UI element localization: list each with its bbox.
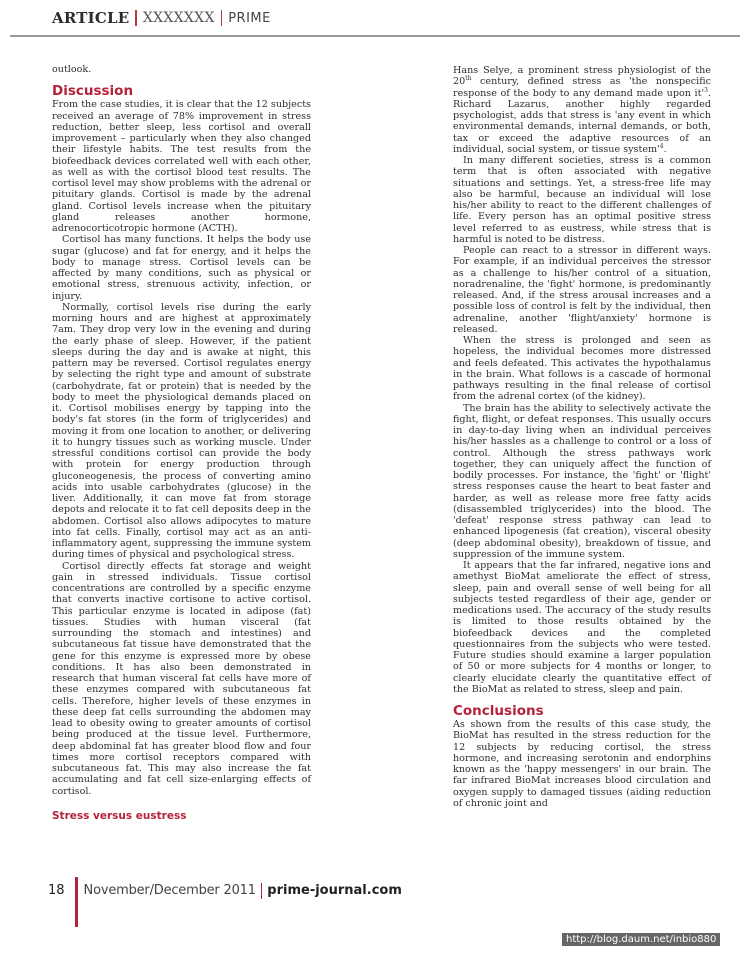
header-divider bbox=[221, 10, 223, 26]
header-rule bbox=[10, 35, 740, 37]
footer-accent-bar bbox=[75, 877, 78, 927]
header-divider bbox=[135, 10, 137, 26]
conclusions-heading: Conclusions bbox=[453, 703, 544, 719]
page-footer bbox=[48, 877, 402, 927]
citation-superscript: 4 bbox=[659, 142, 664, 150]
body-paragraph: It appears that the far infrared, negative ions and amethyst BioMat ameliorate the effect of stress, sleep, pain and overall sense of well being for all subjects tested regardless of their age, gender or medications used. The accuracy of the study results is limited to those results obtained by the biofeedback devices and the completed questionnaires from the subjects who were tested. Future studies should examine a larger population of 50 or more subjects for 4 months or longer, to clearly elucidate clearly the quantitative effect of the BioMat as related to stress, sleep and pain. bbox=[453, 560, 711, 695]
header-section-label: ARTICLE bbox=[52, 9, 130, 27]
citation-superscript: 3 bbox=[704, 86, 708, 94]
text-run: century, defined stress as 'the nonspecific response of the body to any demand made upon it' bbox=[453, 76, 711, 99]
text-run: . Richard Lazarus, another highly regarded psychologist, adds that stress is 'any event in which environmental demands, internal demands, or both, tax or exceed the adaptive resources of an individual, social system, or tissue system' bbox=[453, 87, 711, 155]
issue-date: November/December 2011 bbox=[83, 883, 256, 898]
text-run: Hans Selye, a prominent stress physiologist of the 20 bbox=[453, 65, 711, 88]
discussion-heading: Discussion bbox=[52, 83, 134, 100]
left-column bbox=[52, 64, 311, 823]
right-column bbox=[453, 65, 711, 809]
header-brand-logo: PRIME bbox=[228, 10, 271, 26]
text-run: . bbox=[663, 143, 667, 155]
lead-in-text: outlook. bbox=[52, 64, 92, 75]
running-header bbox=[52, 6, 271, 30]
selye-paragraph bbox=[453, 65, 711, 155]
page-number: 18 bbox=[48, 883, 65, 898]
conclusions-paragraph: As shown from the results of this case study, the BioMat has resulted in the stress reduction for the 12 subjects by reducing cortisol, the stress hormone, and increasing serotonin and endorphins known as the 'happy messengers' in our brain. The far infrared BioMat increases blood circulation and oxygen supply to damaged tissues (aiding reduction of chronic joint and bbox=[453, 719, 711, 809]
discussion-paragraph: From the case studies, it is clear that the 12 subjects received an average of 78% improvement in stress reduction, better sleep, less cortisol and overall improvement – particularly when they also changed their lifestyle habits. The test results from the biofeedback devices correlated well with each other, as well as with the cortisol blood test results. The cortisol level may show problems with the adrenal or pituitary glands. Cortisol is made by the adrenal gland. Cortisol levels increase when the pituitary gland releases another hormone, adrenocorticotropic hormone (ACTH). bbox=[52, 99, 311, 234]
journal-website-link[interactable]: prime-journal.com bbox=[267, 883, 402, 898]
blog-watermark: http://blog.daum.net/inbio880 bbox=[562, 933, 720, 946]
discussion-paragraph: Cortisol has many functions. It helps the body use sugar (glucose) and fat for energy, and it helps the body to manage stress. Cortisol levels can be affected by many conditions, such as physical or emotional stress, strenuous activity, infection, or injury. bbox=[52, 234, 311, 302]
discussion-paragraph: Cortisol directly effects fat storage and weight gain in stressed individuals. Tissue cortisol concentrations are controlled by a specific enzyme that converts inactive cortisone to active cortisol. This particular enzyme is located in adipose (fat) tissues. Studies with human visceral (fat surrounding the stomach and intestines) and subcutaneous fat tissue have demonstrated that the gene for this enzyme is expressed more by obese conditions. It has also been demonstrated in research that human visceral fat cells have more of these enzymes compared with subcutaneous fat cells. Therefore, higher levels of these enzymes in these deep fat cells surrounding the abdomen may lead to obesity owing to greater amounts of cortisol being produced at the tissue level. Furthermore, deep abdominal fat has greater blood flow and four times more cortisol receptors compared with subcutaneous fat. This may also increase the fat accumulating and fat cell size-enlarging effects of cortisol. bbox=[52, 560, 311, 797]
stress-versus-eustress-subheading: Stress versus eustress bbox=[52, 809, 187, 822]
body-paragraph: When the stress is prolonged and seen as hopeless, the individual becomes more distressed and feels defeated. This activates the hypothalamus in the brain. What follows is a cascade of hormonal pathways resulting in the final release of cortisol from the adrenal cortex (of the kidney). bbox=[453, 335, 711, 403]
superscript: th bbox=[465, 75, 472, 83]
body-paragraph: People can react to a stressor in different ways. For example, if an individual perceives the stressor as a challenge to his/her control of a situation, noradrenaline, the 'fight' hormone, is predominantly released. And, if the stress arousal increases and a possible loss of control is felt by the individual, then adrenaline, another 'flight/anxiety' hormone is released. bbox=[453, 245, 711, 335]
footer-divider bbox=[261, 883, 263, 899]
header-category-label: XXXXXXX bbox=[142, 10, 215, 26]
body-paragraph: In many different societies, stress is a common term that is often associated with negative situations and settings. Yet, a stress-free life may also be harmful, because an individual will lose his/her ability to react to the different challenges of life. Every person has an optimal positive stress level referred to as eustress, while stress that is harmful is noted to be distress. bbox=[453, 155, 711, 245]
discussion-paragraph: Normally, cortisol levels rise during the early morning hours and are highest at approximately 7am. They drop very low in the evening and during the early phase of sleep. However, if the patient sleeps during the day and is awake at night, this pattern may be reversed. Cortisol regulates energy by selecting the right type and amount of substrate (carbohydrate, fat or protein) that is needed by the body to meet the physiological demands placed on it. Cortisol mobilises energy by tapping into the body's fat stores (in the form of triglycerides) and moving it from one location to another, or delivering it to hungry tissues such as working muscle. Under stressful conditions cortisol can provide the body with protein for energy production through gluconeogenesis, the process of converting amino acids into usable carbohydrates (glucose) in the liver. Additionally, it can move fat from storage depots and relocate it to fat cell deposits deep in the abdomen. Cortisol also allows adipocytes to mature into fat cells. Finally, cortisol may act as an anti-inflammatory agent, suppressing the immune system during times of physical and psychological stress. bbox=[52, 301, 311, 561]
body-paragraph: The brain has the ability to selectively activate the fight, flight, or defeat responses. This usually occurs in day-to-day living when an individual perceives his/her hassles as a challenge to control or a loss of control. Although the stress pathways work together, they can uniquely affect the function of bodily processes. For instance, the 'fight' or 'flight' stress responses cause the heart to beat faster and harder, as well as release more free fatty acids (disassembled triglycerides) into the blood. The 'defeat' response stress pathway can lead to enhanced lipogenesis (fat creation), visceral obesity (deep abdominal obesity), breakdown of tissue, and suppression of the immune system. bbox=[453, 402, 711, 560]
